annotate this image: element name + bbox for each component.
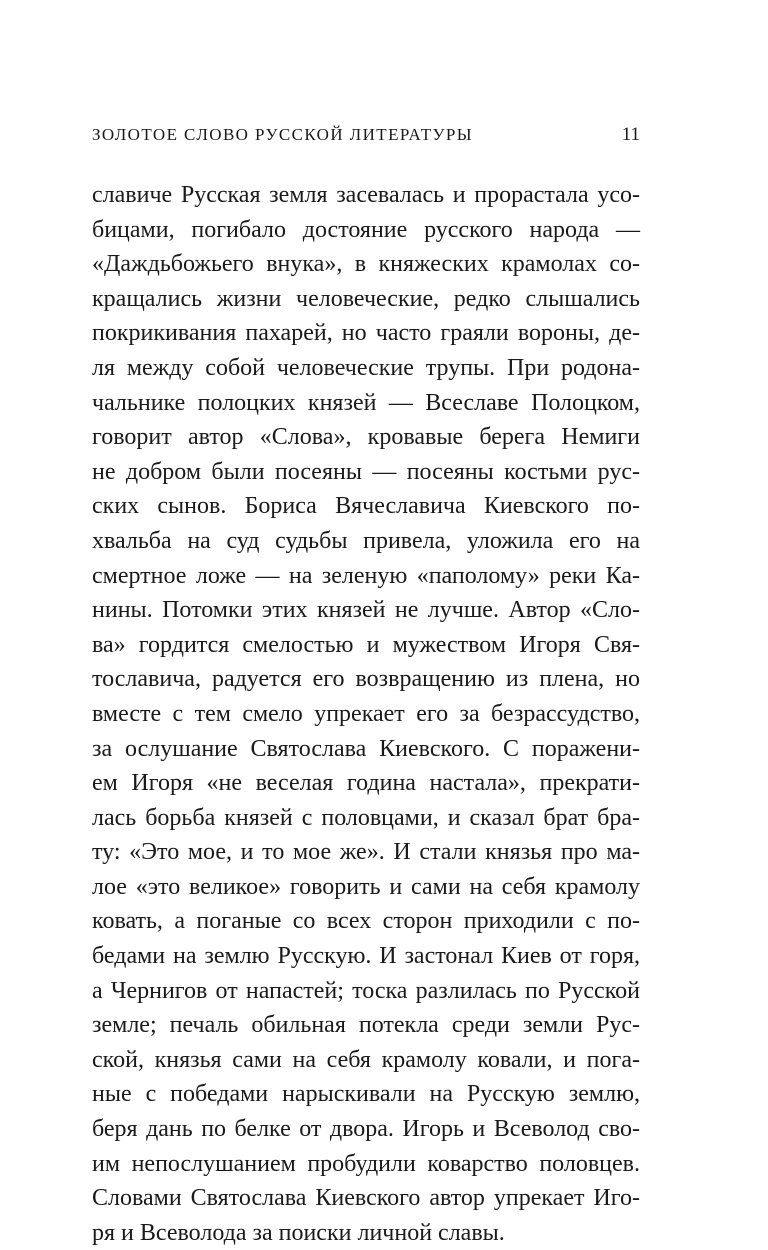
text-line: вместе с тем смело упрекает его за безрассудство, [92, 700, 640, 727]
text-line-last: ря и Всеволода за поиски личной славы. [92, 1219, 505, 1246]
text-line: ской, князья сами на себя крамолу ковали, и пога- [92, 1046, 640, 1073]
text-line: ля между собой человеческие трупы. При родона- [92, 354, 640, 381]
text-line: тославича, радуется его возвращению из плена, но [92, 666, 640, 693]
running-title: ЗОЛОТОЕ СЛОВО РУССКОЙ ЛИТЕРАТУРЫ [92, 125, 474, 144]
text-line: ских сынов. Бориса Вячеславича Киевского по- [92, 493, 640, 520]
text-line: нины. Потомки этих князей не лучше. Автор «Сло- [92, 597, 640, 624]
text-line: говорит автор «Слова», кровавые берега Немиги [92, 424, 640, 451]
text-line: кращались жизни человеческие, редко слышались [92, 285, 640, 312]
text-line: чальнике полоцких князей — Всеславе Полоцком, [92, 389, 640, 416]
text-line: лась борьба князей с половцами, и сказал брат бра- [92, 804, 640, 831]
text-line: бедами на землю Русскую. И застонал Киев от горя, [92, 943, 640, 970]
text-line: Словами Святослава Киевского автор упрекает Иго- [92, 1185, 640, 1212]
text-line: а Чернигов от напастей; тоска разлилась по Русской [92, 977, 640, 1004]
running-head [92, 124, 640, 148]
text-line: ва» гордится смелостью и мужеством Игоря Свя- [92, 631, 640, 658]
body-text [92, 178, 640, 1250]
text-line: ковать, а поганые со всех сторон приходили с по- [92, 908, 640, 935]
text-line: им непослушанием пробудили коварство половцев. [92, 1150, 640, 1177]
text-line: за ослушание Святослава Киевского. С поражени- [92, 735, 640, 762]
text-line: лое «это великое» говорить и сами на себя крамолу [92, 873, 640, 900]
text-line: не добром были посеяны — посеяны костьми рус- [92, 458, 640, 485]
text-line: земле; печаль обильная потекла среди земли Рус- [92, 1012, 640, 1039]
text-line: ем Игоря «не веселая година настала», прекрати- [92, 770, 640, 797]
text-line: покрикивания пахарей, но часто граяли вороны, де- [92, 320, 640, 347]
text-line: ные с победами нарыскивали на Русскую землю, [92, 1081, 640, 1108]
text-line: «Даждьбожьего внука», в княжеских крамолах со- [92, 251, 640, 278]
text-line: беря дань по белке от двора. Игорь и Всеволод сво- [92, 1116, 640, 1143]
page-number: 11 [621, 124, 640, 145]
text-line: ту: «Это мое, и то мое же». И стали князья про ма- [92, 839, 640, 866]
text-line: бицами, погибало достояние русского народа — [92, 216, 640, 243]
text-line: хвальба на суд судьбы привела, уложила его на [92, 527, 640, 554]
text-line: смертное ложе — на зеленую «паполому» реки Ка- [92, 562, 640, 589]
text-line: славиче Русская земля засевалась и прорастала усо- [92, 182, 640, 208]
